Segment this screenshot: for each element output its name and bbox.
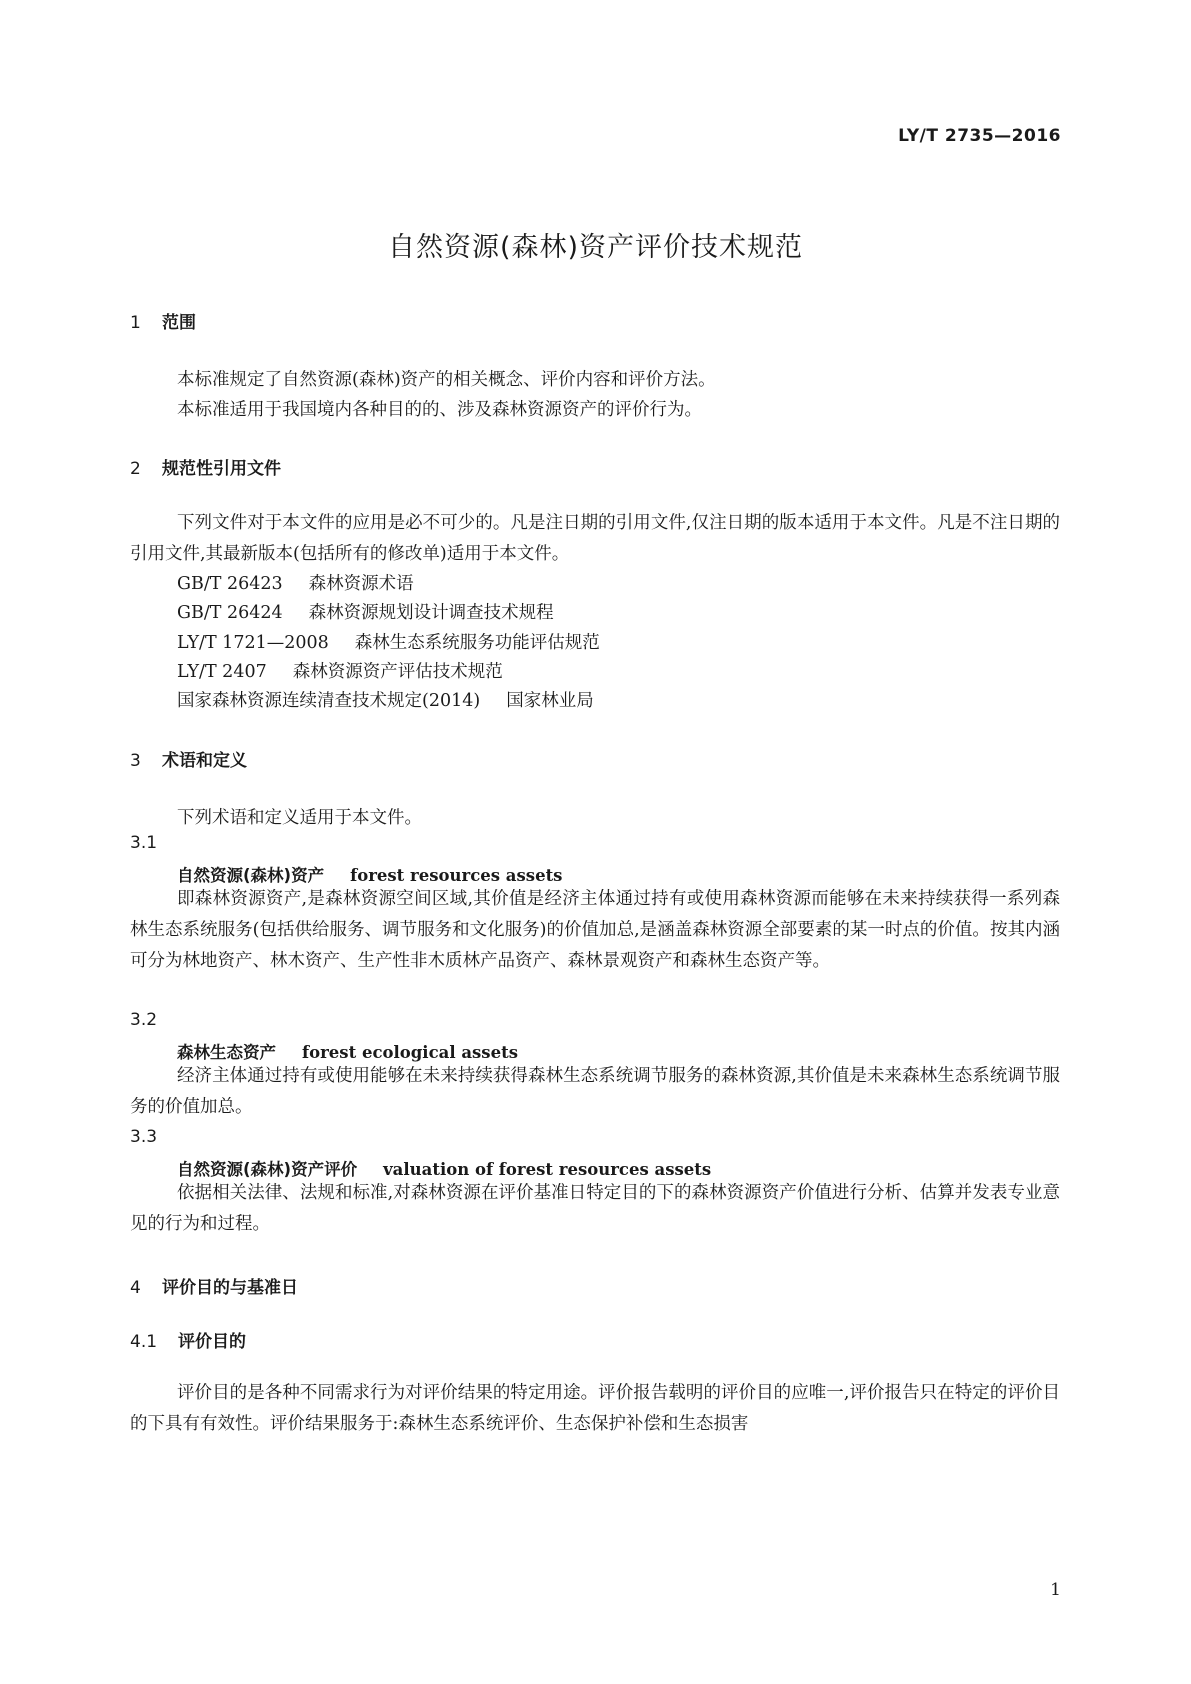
section-number: 1 — [130, 313, 141, 333]
paragraph: 下列术语和定义适用于本文件。 — [177, 808, 422, 828]
subsection-number: 4.1 — [130, 1332, 158, 1352]
term-number: 3.1 — [130, 833, 158, 853]
standard-code: LY/T 2735—2016 — [898, 126, 1061, 146]
section-title: 范围 — [162, 313, 196, 333]
paragraph: 下列文件对于本文件的应用是必不可少的。凡是注日期的引用文件,仅注日期的版本适用于本文件。凡是不注日期的引用文件,其最新版本(包括所有的修改单)适用于本文件。 — [130, 513, 1060, 564]
section-3-heading — [130, 746, 247, 771]
section-title: 评价目的与基准日 — [162, 1278, 298, 1298]
term-definition: 经济主体通过持有或使用能够在未来持续获得森林生态系统调节服务的森林资源,其价值是未来森林生态系统调节服务的价值加总。 — [130, 1066, 1060, 1117]
reference-item: GB/T 26424 森林资源规划设计调查技术规程 — [177, 603, 554, 623]
term-heading: 自然资源(森林)资产评价 valuation of forest resources assets — [177, 1160, 712, 1179]
reference-item: 国家森林资源连续清查技术规定(2014) 国家林业局 — [177, 691, 594, 711]
section-title: 术语和定义 — [162, 751, 247, 771]
term-definition: 即森林资源资产,是森林资源空间区域,其价值是经济主体通过持有或使用森林资源而能够在未来持续获得一系列森林生态系统服务(包括供给服务、调节服务和文化服务)的价值加总,是涵盖森林资源全部要素的某一时点的价值。按其内涵可分为林地资产、林木资产、生产性非木质林产品资产、森林景观资产和森林生态资产等。 — [130, 889, 1060, 971]
reference-item: LY/T 2407 森林资源资产评估技术规范 — [177, 662, 503, 682]
subsection-4-1-heading — [130, 1327, 246, 1352]
section-1-heading — [130, 308, 196, 333]
document-title: 自然资源(森林)资产评价技术规范 — [387, 232, 804, 263]
reference-item: LY/T 1721—2008 森林生态系统服务功能评估规范 — [177, 633, 600, 653]
section-number: 2 — [130, 459, 141, 479]
section-title: 规范性引用文件 — [162, 459, 281, 479]
section-number: 4 — [130, 1278, 141, 1298]
term-heading: 森林生态资产 forest ecological assets — [177, 1043, 519, 1062]
paragraph: 本标准规定了自然资源(森林)资产的相关概念、评价内容和评价方法。 — [177, 370, 716, 390]
subsection-title: 评价目的 — [178, 1332, 246, 1352]
section-number: 3 — [130, 751, 141, 771]
paragraph: 评价目的是各种不同需求行为对评价结果的特定用途。评价报告载明的评价目的应唯一,评价报告只在特定的评价目的下具有有效性。评价结果服务于:森林生态系统评价、生态保护补偿和生态损害 — [130, 1383, 1060, 1434]
section-4-heading — [130, 1273, 298, 1298]
term-number: 3.2 — [130, 1010, 158, 1030]
term-number: 3.3 — [130, 1127, 158, 1147]
section-2-heading — [130, 454, 281, 479]
term-definition: 依据相关法律、法规和标准,对森林资源在评价基准日特定目的下的森林资源资产价值进行分析、估算并发表专业意见的行为和过程。 — [130, 1183, 1060, 1234]
reference-item: GB/T 26423 森林资源术语 — [177, 574, 414, 594]
term-heading: 自然资源(森林)资产 forest resources assets — [177, 866, 563, 885]
paragraph: 本标准适用于我国境内各种目的的、涉及森林资源资产的评价行为。 — [177, 400, 702, 420]
page-number: 1 — [1050, 1580, 1061, 1600]
